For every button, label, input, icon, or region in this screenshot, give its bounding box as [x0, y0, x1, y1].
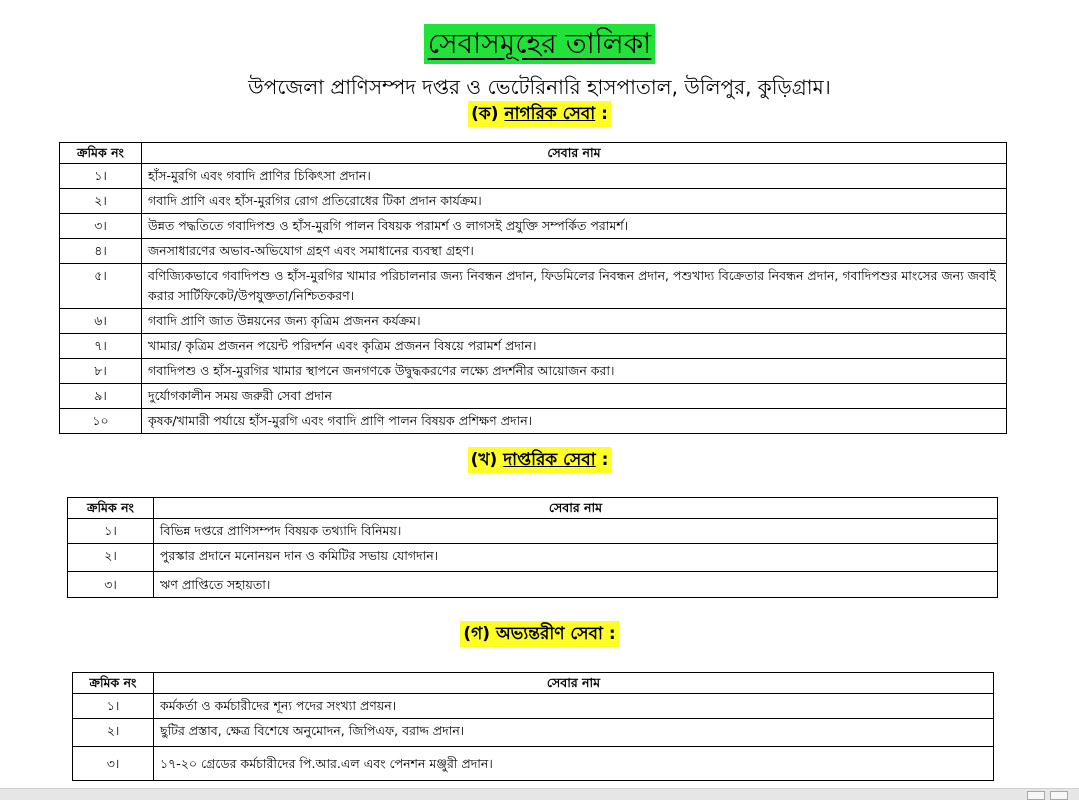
section-heading-highlight — [468, 101, 611, 127]
section-suffix: : — [608, 624, 616, 644]
serial-cell: ৯। — [60, 384, 142, 409]
serial-cell: ৩। — [60, 214, 142, 239]
service-name-cell: গবাদি প্রাণি জাত উন্নয়নের জন্য কৃত্রিম প্রজনন কর্যক্রম। — [142, 309, 1007, 334]
table-row — [68, 572, 998, 598]
table-row — [60, 164, 1007, 189]
serial-cell: ৬। — [60, 309, 142, 334]
office-subtitle: উপজেলা প্রাণিসম্পদ দপ্তর ও ভেটেরিনারি হাসপাতাল, উলিপুর, কুড়িগ্রাম। — [248, 75, 831, 99]
citizen-services-table — [59, 142, 1007, 434]
section-heading-citizen — [0, 101, 1079, 127]
section-suffix: : — [601, 104, 608, 124]
service-name-cell: গবাদি প্রাণি এবং হাঁস-মুরগির রোগ প্রতিরোধের টিকা প্রদান কার্যক্রম। — [142, 189, 1007, 214]
serial-column-header: ক্রমিক নং — [68, 498, 154, 519]
table-header-row — [68, 498, 998, 519]
service-name-cell: বিভিন্ন দপ্তরে প্রাণিসম্পদ বিষয়ক তথ্যাদি বিনিময়। — [154, 519, 998, 544]
horizontal-scrollbar[interactable] — [0, 788, 1079, 800]
official-services-table — [67, 497, 998, 598]
serial-cell: ১। — [73, 694, 154, 719]
serial-cell: ১০ — [60, 409, 142, 434]
serial-cell: ২। — [60, 189, 142, 214]
section-heading-internal — [0, 621, 1079, 647]
serial-column-header: ক্রমিক নং — [73, 673, 154, 694]
service-name-column-header: সেবার নাম — [154, 498, 998, 519]
service-name-cell: দুর্যোগকালীন সময় জরুরী সেবা প্রদান — [142, 384, 1007, 409]
table-row — [73, 719, 994, 747]
service-name-cell: পুরস্কার প্রদানে মনোনয়ন দান ও কমিটির সভায় যোগদান। — [154, 544, 998, 572]
section-label: অভ্যন্তরীণ সেবা — [495, 624, 603, 644]
table-row — [60, 409, 1007, 434]
service-name-column-header: সেবার নাম — [142, 143, 1007, 164]
serial-cell: ২। — [73, 719, 154, 747]
section-heading-official — [0, 447, 1079, 473]
serial-cell: ৫। — [60, 264, 142, 309]
serial-cell: ৭। — [60, 334, 142, 359]
serial-cell: ৮। — [60, 359, 142, 384]
serial-cell: ৩। — [73, 747, 154, 781]
serial-cell: ২। — [68, 544, 154, 572]
serial-cell: ১। — [68, 519, 154, 544]
serial-cell: ৪। — [60, 239, 142, 264]
table-header-row — [60, 143, 1007, 164]
service-name-cell: বণিজ্যিকভাবে গবাদিপশু ও হাঁস-মুরগির খামার পরিচালনার জন্য নিবন্ধন প্রদান, ফিডমিলের নিবন্ধন প্রদান, পশুখাদ্য বিক্রেতার নিবন্ধন প্রদান, গবাদিপশুর মাংসের জন্য জবাই করার সার্টিফিকেট/উপযুক্ততা/নিশ্চিতকরণ। — [142, 264, 1007, 309]
table-row — [60, 359, 1007, 384]
service-name-cell: উন্নত পদ্ধতিতে গবাদিপশু ও হাঁস-মুরগি পালন বিষয়ক পরামর্শ ও লাগসই প্রযুক্তি সম্পর্কিত পরামর্শ। — [142, 214, 1007, 239]
service-name-cell: গবাদিপশু ও হাঁস-মুরগির খামার স্থাপনে জনগণকে উদ্বুদ্ধকরণের লক্ষ্যে প্রদর্শনীর আয়োজন করা। — [142, 359, 1007, 384]
table-row — [60, 309, 1007, 334]
service-name-cell: ছুটির প্রস্তাব, ক্ষেত্র বিশেষে অনুমোদন, জিপিএফ, বরাদ্দ প্রদান। — [154, 719, 994, 747]
table-row — [68, 544, 998, 572]
service-name-column-header: সেবার নাম — [154, 673, 994, 694]
service-name-cell: ঋণ প্রাপ্তিতে সহায়তা। — [154, 572, 998, 598]
table-header-row — [73, 673, 994, 694]
table-row — [73, 694, 994, 719]
section-prefix: (ক) — [471, 104, 499, 124]
service-name-cell: জনসাধারণের অভাব-অভিযোগ গ্রহণ এবং সমাধানের ব্যবস্থা গ্রহণ। — [142, 239, 1007, 264]
service-name-cell: কৃষক/খামারী পর্যায়ে হাঁস-মুরগি এবং গবাদি প্রাণি পালন বিষয়ক প্রশিক্ষণ প্রদান। — [142, 409, 1007, 434]
section-label: দাপ্তরিক সেবা — [503, 450, 596, 470]
section-suffix: : — [601, 450, 609, 470]
service-name-cell: হাঁস-মুরগি এবং গবাদি প্রাণির চিকিৎসা প্রদান। — [142, 164, 1007, 189]
section-heading-highlight — [460, 621, 618, 647]
service-name-cell: খামার/ কৃত্রিম প্রজনন পয়েন্ট পরিদর্শন এবং কৃত্রিম প্রজনন বিষয়ে পরামর্শ প্রদান। — [142, 334, 1007, 359]
table-row — [60, 334, 1007, 359]
section-prefix: (গ) — [463, 624, 491, 644]
table-row — [60, 214, 1007, 239]
section-heading-highlight — [468, 447, 612, 473]
table-row — [60, 239, 1007, 264]
table-row — [60, 264, 1007, 309]
title-container — [0, 24, 1079, 64]
service-name-cell: কর্মকর্তা ও কর্মচারীদের শূন্য পদের সংখ্যা প্রণয়ন। — [154, 694, 994, 719]
serial-cell: ১। — [60, 164, 142, 189]
section-prefix: (খ) — [470, 450, 498, 470]
internal-services-table — [72, 672, 994, 781]
page-title: সেবাসমূহের তালিকা — [424, 24, 656, 64]
table-row — [60, 189, 1007, 214]
section-label: নাগরিক সেবা — [504, 104, 596, 124]
serial-column-header: ক্রমিক নং — [60, 143, 142, 164]
table-row — [68, 519, 998, 544]
table-row — [60, 384, 1007, 409]
table-row — [73, 747, 994, 781]
service-name-cell: ১৭-২০ গ্রেডের কর্মচারীদের পি.আর.এল এবং পেনশন মঞ্জুরী প্রদান। — [154, 747, 994, 781]
serial-cell: ৩। — [68, 572, 154, 598]
